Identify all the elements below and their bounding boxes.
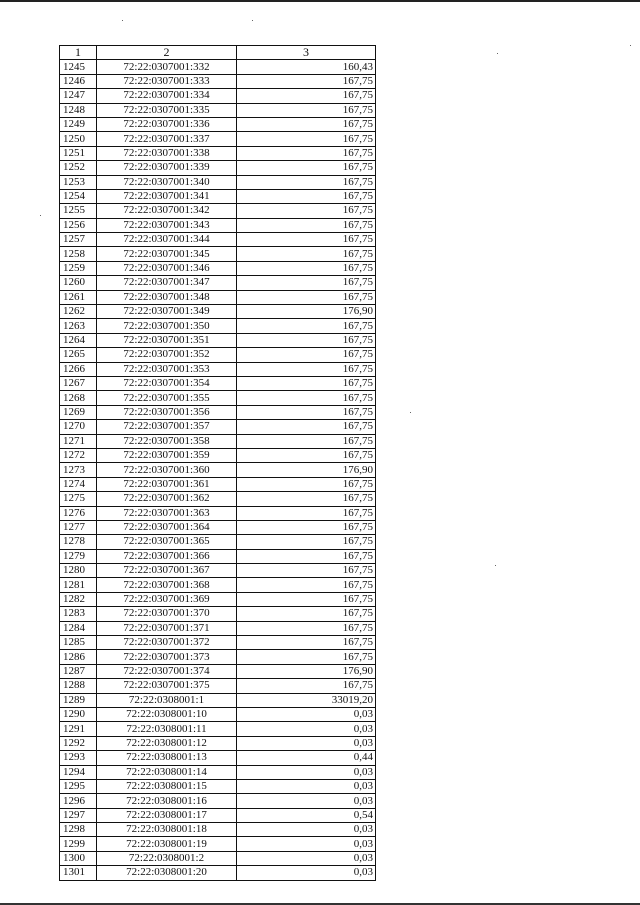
cadastral-number: 72:22:0307001:362 [97,492,237,506]
scan-speck [122,20,123,21]
cadastral-number: 72:22:0307001:371 [97,621,237,635]
table-row [60,650,376,664]
cadastral-number: 72:22:0308001:14 [97,765,237,779]
table-row [60,808,376,822]
row-number: 1251 [60,146,97,160]
table-row [60,391,376,405]
cadastral-number: 72:22:0307001:335 [97,103,237,117]
table-row [60,247,376,261]
area-value: 0,03 [237,765,376,779]
table-header-row [60,46,376,60]
table-row [60,60,376,74]
table-row [60,103,376,117]
area-value: 167,75 [237,578,376,592]
row-number: 1262 [60,305,97,319]
area-value: 167,75 [237,362,376,376]
area-value: 167,75 [237,448,376,462]
area-value: 167,75 [237,89,376,103]
cadastral-number: 72:22:0308001:19 [97,837,237,851]
table-row [60,261,376,275]
cadastral-number: 72:22:0307001:372 [97,636,237,650]
table-row [60,636,376,650]
cadastral-number: 72:22:0307001:344 [97,233,237,247]
cadastral-number: 72:22:0307001:350 [97,319,237,333]
area-value: 176,90 [237,463,376,477]
cadastral-number: 72:22:0307001:361 [97,477,237,491]
row-number: 1265 [60,348,97,362]
table-row [60,592,376,606]
area-value: 167,75 [237,420,376,434]
table-row [60,621,376,635]
cadastral-number: 72:22:0307001:351 [97,333,237,347]
area-value: 167,75 [237,74,376,88]
row-number: 1253 [60,175,97,189]
cadastral-number: 72:22:0307001:373 [97,650,237,664]
row-number: 1295 [60,779,97,793]
table-row [60,161,376,175]
table-row [60,189,376,203]
cadastral-number: 72:22:0308001:17 [97,808,237,822]
row-number: 1278 [60,535,97,549]
table-row [60,664,376,678]
scan-speck [252,20,253,21]
table-row [60,693,376,707]
area-value: 167,75 [237,391,376,405]
row-number: 1280 [60,564,97,578]
area-value: 176,90 [237,305,376,319]
cadastral-number: 72:22:0307001:349 [97,305,237,319]
cadastral-number: 72:22:0308001:13 [97,751,237,765]
area-value: 167,75 [237,333,376,347]
row-number: 1298 [60,823,97,837]
cadastral-number: 72:22:0307001:346 [97,261,237,275]
cadastral-number: 72:22:0308001:12 [97,736,237,750]
page-top-edge [0,0,640,2]
row-number: 1283 [60,607,97,621]
cadastral-number: 72:22:0308001:20 [97,866,237,880]
table-row [60,276,376,290]
table-row [60,218,376,232]
cadastral-number: 72:22:0307001:355 [97,391,237,405]
area-value: 167,75 [237,189,376,203]
row-number: 1269 [60,405,97,419]
area-value: 167,75 [237,117,376,131]
row-number: 1263 [60,319,97,333]
area-value: 0,03 [237,866,376,880]
area-value: 167,75 [237,218,376,232]
cadastral-number: 72:22:0308001:2 [97,851,237,865]
area-value: 167,75 [237,607,376,621]
scan-speck [630,45,631,46]
cadastral-number: 72:22:0307001:365 [97,535,237,549]
cadastral-number: 72:22:0307001:336 [97,117,237,131]
table-row [60,866,376,880]
area-value: 0,44 [237,751,376,765]
row-number: 1257 [60,233,97,247]
row-number: 1290 [60,707,97,721]
table-row [60,679,376,693]
area-value: 0,03 [237,837,376,851]
cadastral-number: 72:22:0307001:354 [97,376,237,390]
area-value: 167,75 [237,175,376,189]
table-row [60,132,376,146]
cadastral-number: 72:22:0307001:338 [97,146,237,160]
row-number: 1294 [60,765,97,779]
row-number: 1287 [60,664,97,678]
table-row [60,607,376,621]
cadastral-number: 72:22:0307001:356 [97,405,237,419]
cadastral-number: 72:22:0307001:341 [97,189,237,203]
area-value: 0,03 [237,707,376,721]
cadastral-number: 72:22:0307001:347 [97,276,237,290]
row-number: 1289 [60,693,97,707]
area-value: 167,75 [237,319,376,333]
row-number: 1271 [60,434,97,448]
area-value: 0,03 [237,736,376,750]
cadastral-number: 72:22:0307001:343 [97,218,237,232]
table-row [60,405,376,419]
row-number: 1291 [60,722,97,736]
area-value: 167,75 [237,161,376,175]
area-value: 167,75 [237,650,376,664]
row-number: 1288 [60,679,97,693]
table-row [60,765,376,779]
cadastral-number: 72:22:0307001:374 [97,664,237,678]
row-number: 1258 [60,247,97,261]
cadastral-number: 72:22:0307001:334 [97,89,237,103]
table-row [60,434,376,448]
row-number: 1248 [60,103,97,117]
table-row [60,477,376,491]
table-row [60,348,376,362]
row-number: 1297 [60,808,97,822]
cadastral-number: 72:22:0307001:368 [97,578,237,592]
row-number: 1245 [60,60,97,74]
table-row [60,823,376,837]
area-value: 167,75 [237,520,376,534]
row-number: 1272 [60,448,97,462]
area-value: 167,75 [237,434,376,448]
scan-speck [497,53,498,54]
area-value: 167,75 [237,261,376,275]
cadastral-number: 72:22:0307001:353 [97,362,237,376]
area-value: 167,75 [237,290,376,304]
row-number: 1275 [60,492,97,506]
row-number: 1261 [60,290,97,304]
cadastral-number: 72:22:0307001:333 [97,74,237,88]
cadastral-number: 72:22:0307001:370 [97,607,237,621]
area-value: 0,54 [237,808,376,822]
table-row [60,448,376,462]
table-row [60,837,376,851]
row-number: 1282 [60,592,97,606]
cadastral-number: 72:22:0307001:369 [97,592,237,606]
area-value: 0,03 [237,722,376,736]
table-row [60,175,376,189]
cadastral-number: 72:22:0307001:375 [97,679,237,693]
cadastral-number: 72:22:0307001:359 [97,448,237,462]
row-number: 1301 [60,866,97,880]
row-number: 1284 [60,621,97,635]
row-number: 1293 [60,751,97,765]
row-number: 1250 [60,132,97,146]
table-row [60,722,376,736]
column-header-area: 3 [237,46,376,60]
column-header-cadastral-number: 2 [97,46,237,60]
cadastral-number: 72:22:0308001:1 [97,693,237,707]
row-number: 1247 [60,89,97,103]
cadastral-number: 72:22:0307001:342 [97,204,237,218]
area-value: 167,75 [237,132,376,146]
area-value: 167,75 [237,535,376,549]
area-value: 167,75 [237,477,376,491]
row-number: 1285 [60,636,97,650]
table-row [60,420,376,434]
cadastral-number: 72:22:0307001:345 [97,247,237,261]
table-row [60,290,376,304]
area-value: 160,43 [237,60,376,74]
row-number: 1267 [60,376,97,390]
table-row [60,333,376,347]
cadastral-number: 72:22:0307001:340 [97,175,237,189]
area-value: 0,03 [237,823,376,837]
area-value: 167,75 [237,146,376,160]
area-value: 167,75 [237,405,376,419]
area-value: 167,75 [237,592,376,606]
cadastral-number: 72:22:0307001:357 [97,420,237,434]
row-number: 1276 [60,506,97,520]
table-body [60,60,376,880]
scan-speck [40,215,41,216]
row-number: 1254 [60,189,97,203]
table-row [60,376,376,390]
area-value: 167,75 [237,247,376,261]
table-row [60,492,376,506]
table-row [60,751,376,765]
area-value: 167,75 [237,621,376,635]
table-row [60,146,376,160]
area-value: 0,03 [237,779,376,793]
area-value: 167,75 [237,564,376,578]
cadastral-number: 72:22:0307001:339 [97,161,237,175]
row-number: 1296 [60,794,97,808]
cadastral-number: 72:22:0307001:352 [97,348,237,362]
cadastral-number: 72:22:0307001:358 [97,434,237,448]
table-row [60,362,376,376]
area-value: 167,75 [237,233,376,247]
table-row [60,578,376,592]
area-value: 167,75 [237,348,376,362]
table-row [60,74,376,88]
row-number: 1260 [60,276,97,290]
area-value: 167,75 [237,679,376,693]
row-number: 1300 [60,851,97,865]
scan-speck [410,412,411,413]
row-number: 1249 [60,117,97,131]
table-row [60,535,376,549]
cadastral-number: 72:22:0308001:11 [97,722,237,736]
cadastral-number: 72:22:0307001:360 [97,463,237,477]
scan-speck [495,565,496,566]
area-value: 167,75 [237,276,376,290]
column-header-number: 1 [60,46,97,60]
table-row [60,233,376,247]
area-value: 167,75 [237,492,376,506]
table-row [60,794,376,808]
row-number: 1299 [60,837,97,851]
row-number: 1270 [60,420,97,434]
cadastral-number: 72:22:0308001:16 [97,794,237,808]
area-value: 33019,20 [237,693,376,707]
row-number: 1246 [60,74,97,88]
table-row [60,117,376,131]
table-row [60,463,376,477]
row-number: 1268 [60,391,97,405]
row-number: 1264 [60,333,97,347]
row-number: 1273 [60,463,97,477]
cadastral-number: 72:22:0308001:15 [97,779,237,793]
area-value: 167,75 [237,506,376,520]
cadastral-number: 72:22:0308001:10 [97,707,237,721]
row-number: 1286 [60,650,97,664]
table-row [60,204,376,218]
area-value: 167,75 [237,204,376,218]
area-value: 167,75 [237,103,376,117]
row-number: 1281 [60,578,97,592]
row-number: 1252 [60,161,97,175]
row-number: 1259 [60,261,97,275]
table-row [60,520,376,534]
table-row [60,549,376,563]
table-row [60,736,376,750]
cadastral-number: 72:22:0307001:367 [97,564,237,578]
table-row [60,564,376,578]
table-row [60,707,376,721]
cadastral-number: 72:22:0307001:348 [97,290,237,304]
row-number: 1277 [60,520,97,534]
row-number: 1279 [60,549,97,563]
table-row [60,305,376,319]
table-row [60,89,376,103]
cadastral-number: 72:22:0307001:363 [97,506,237,520]
area-value: 167,75 [237,636,376,650]
area-value: 167,75 [237,549,376,563]
row-number: 1292 [60,736,97,750]
cadastral-table [59,45,376,881]
cadastral-number: 72:22:0307001:364 [97,520,237,534]
cadastral-number: 72:22:0307001:332 [97,60,237,74]
cadastral-number: 72:22:0307001:366 [97,549,237,563]
row-number: 1256 [60,218,97,232]
row-number: 1274 [60,477,97,491]
row-number: 1255 [60,204,97,218]
area-value: 0,03 [237,794,376,808]
row-number: 1266 [60,362,97,376]
area-value: 167,75 [237,376,376,390]
area-value: 0,03 [237,851,376,865]
table-row [60,319,376,333]
table-row [60,506,376,520]
cadastral-number: 72:22:0307001:337 [97,132,237,146]
cadastral-number: 72:22:0308001:18 [97,823,237,837]
area-value: 176,90 [237,664,376,678]
table-row [60,779,376,793]
table-row [60,851,376,865]
